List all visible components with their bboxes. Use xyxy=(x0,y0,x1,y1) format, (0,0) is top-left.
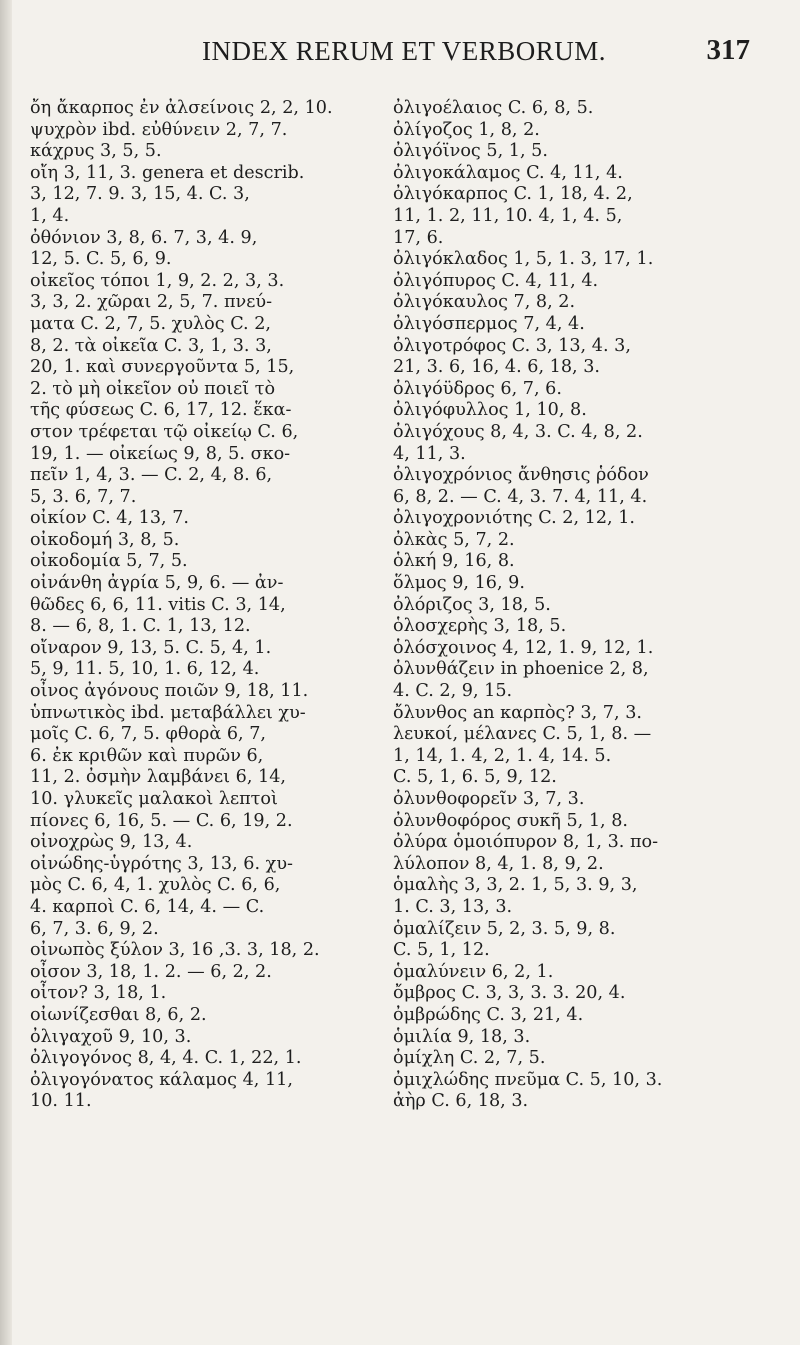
index-entry-line: 11, 2. ὀσμὴν λαμβάνει 6, 14, xyxy=(30,767,286,788)
index-entry-line: ὁλόσχοινος 4, 12, 1. 9, 12, 1. xyxy=(393,637,654,658)
index-entry-line: ματα C. 2, 7, 5. χυλὸς C. 2, xyxy=(30,313,272,334)
index-entry-line: ὀλιγόκαυλος 7, 8, 2. xyxy=(393,292,576,313)
index-entry-line: 3, 12, 7. 9. 3, 15, 4. C. 3, xyxy=(30,184,250,205)
index-entry-line: ὁλοσχερὴς 3, 18, 5. xyxy=(393,616,567,637)
index-entry-line: κάχρυς 3, 5, 5. xyxy=(30,141,162,162)
index-entry-line: στον τρέφεται τῷ οἰκείῳ C. 6, xyxy=(30,421,299,442)
index-entry-line: ὀλιγόφυλλος 1, 10, 8. xyxy=(393,400,587,421)
index-entry-line: ὀλίγοζος 1, 8, 2. xyxy=(393,119,540,140)
index-entry-line: 21, 3. 6, 16, 4. 6, 18, 3. xyxy=(393,357,601,378)
index-entry-line: ὀμίχλη C. 2, 7, 5. xyxy=(393,1048,546,1069)
index-entry-line: οἰνωπὸς ξύλον 3, 16 ,3. 3, 18, 2. xyxy=(30,940,320,961)
page-binding-edge xyxy=(0,0,12,1345)
index-entry-line: ὀμιχλώδης πνεῦμα C. 5, 10, 3. xyxy=(393,1069,663,1090)
index-entry-line: ὀλιγόϊνος 5, 1, 5. xyxy=(393,141,548,162)
index-entry-line: ὄλυνθος an καρπὸς? 3, 7, 3. xyxy=(393,702,642,723)
index-entry-line: ὀλιγογόνατος κάλαμος 4, 11, xyxy=(30,1069,293,1090)
index-entry-line: ὀλυνθάζειν in phoenice 2, 8, xyxy=(393,659,649,680)
index-entry-line: ὀλιγοχρόνιος ἄνθησις ῥόδον xyxy=(393,465,649,486)
index-entry-line: 8. — 6, 8, 1. C. 1, 13, 12. xyxy=(30,616,251,637)
index-entry-line: ὁλκή 9, 16, 8. xyxy=(393,551,515,572)
index-entry-line: οἰνάνθη ἀγρία 5, 9, 6. — ἀν- xyxy=(30,573,284,594)
running-title: INDEX RERUM ET VERBORUM. xyxy=(202,36,607,66)
index-entry-line: 1, 14, 1. 4, 2, 1. 4, 14. 5. xyxy=(393,745,612,766)
index-entry-line: 3, 3, 2. χῶραι 2, 5, 7. πνεύ- xyxy=(30,292,273,313)
index-entry-line: ὁμαλίζειν 5, 2, 3. 5, 9, 8. xyxy=(393,918,616,939)
index-entry-line: ὄμβρος C. 3, 3, 3. 3. 20, 4. xyxy=(393,983,626,1004)
index-entry-line: 19, 1. — οἰκείως 9, 8, 5. σκο- xyxy=(30,443,291,464)
index-entry-line: οἴναρον 9, 13, 5. C. 5, 4, 1. xyxy=(30,637,272,658)
index-entry-line: ὀλιγόϋδρος 6, 7, 6. xyxy=(393,378,562,399)
index-entry-line: ὀλιγαχοῦ 9, 10, 3. xyxy=(30,1026,192,1047)
index-entry-line: οἶσον 3, 18, 1. 2. — 6, 2, 2. xyxy=(30,961,272,982)
index-entry-line: ὀλιγόκαρπος C. 1, 18, 4. 2, xyxy=(393,184,633,205)
index-entry-line: 4. καρποὶ C. 6, 14, 4. — C. xyxy=(30,896,265,917)
index-entry-line: C. 5, 1, 6. 5, 9, 12. xyxy=(393,767,557,788)
index-entry-line: ὀλκὰς 5, 7, 2. xyxy=(393,529,515,550)
index-entry-line: ὀλιγόκλαδος 1, 5, 1. 3, 17, 1. xyxy=(393,249,654,270)
index-entry-line: ὀλυνθοφορεῖν 3, 7, 3. xyxy=(393,789,585,809)
index-entry-line: ὀλιγοέλαιος C. 6, 8, 5. xyxy=(393,98,594,118)
index-entry-line: οἰκίον C. 4, 13, 7. xyxy=(30,508,190,529)
index-entry-line: ὀλυνθοφόρος συκῆ 5, 1, 8. xyxy=(393,810,628,831)
index-entry-line: 20, 1. καὶ συνεργοῦντα 5, 15, xyxy=(30,357,295,378)
index-entry-line: μοῖς C. 6, 7, 5. φθορὰ 6, 7, xyxy=(30,724,267,745)
index-entry-line: πίονες 6, 16, 5. — C. 6, 19, 2. xyxy=(30,810,293,831)
right-index-column xyxy=(393,98,738,1113)
index-entry-line: πεῖν 1, 4, 3. — C. 2, 4, 8. 6, xyxy=(30,465,273,486)
index-entry-line: ὀλύρα ὁμοιόπυρον 8, 1, 3. πο- xyxy=(393,832,659,853)
index-entry-line: λύλοπον 8, 4, 1. 8, 9, 2. xyxy=(393,853,604,874)
index-entry-line: 1. C. 3, 13, 3. xyxy=(393,896,513,917)
page-number: 317 xyxy=(706,34,750,66)
index-entry-line: 12, 5. C. 5, 6, 9. xyxy=(30,249,172,270)
left-index-column xyxy=(30,98,375,1113)
index-entry-line: ὀλιγοχρονιότης C. 2, 12, 1. xyxy=(393,508,636,529)
index-entry-line: ὀλιγοκάλαμος C. 4, 11, 4. xyxy=(393,162,623,183)
index-entry-line: λευκοί, μέλανες C. 5, 1, 8. — xyxy=(393,724,652,745)
index-entry-line: ὑπνωτικὸς ibd. μεταβάλλει χυ- xyxy=(30,702,306,723)
index-entry-line: οἰωνίζεσθαι 8, 6, 2. xyxy=(30,1004,207,1025)
index-entry-line: 8, 2. τὰ οἰκεῖα C. 3, 1, 3. 3, xyxy=(30,335,272,356)
index-entry-line: ὀλιγόσπερμος 7, 4, 4. xyxy=(393,313,585,334)
index-entry-line: ὁμιλία 9, 18, 3. xyxy=(393,1026,531,1047)
index-entry-line: 2. τὸ μὴ οἰκεῖον οὐ ποιεῖ τὸ xyxy=(30,378,276,399)
index-entry-line: οἶτον? 3, 18, 1. xyxy=(30,983,167,1004)
index-entry-line: ὀλόριζος 3, 18, 5. xyxy=(393,594,551,615)
index-entry-line: 10. 11. xyxy=(30,1091,92,1112)
index-entry-line: 6, 7, 3. 6, 9, 2. xyxy=(30,918,159,939)
index-entry-line: μὸς C. 6, 4, 1. χυλὸς C. 6, 6, xyxy=(30,875,281,896)
index-entry-line: ὀλιγογόνος 8, 4, 4. C. 1, 22, 1. xyxy=(30,1048,302,1069)
index-entry-line: 1, 4. xyxy=(30,205,70,226)
index-entry-line: οἰνώδης-ὑγρότης 3, 13, 6. χυ- xyxy=(30,853,293,874)
index-entry-line: ὁμαλὴς 3, 3, 2. 1, 5, 3. 9, 3, xyxy=(393,875,638,896)
index-entry-line: 17, 6. xyxy=(393,227,444,248)
index-entry-line: 4. C. 2, 9, 15. xyxy=(393,681,513,702)
index-entry-line: ἀὴρ C. 6, 18, 3. xyxy=(393,1091,529,1112)
index-entry-line: οἰκεῖος τόποι 1, 9, 2. 2, 3, 3. xyxy=(30,270,285,291)
index-entry-line: ὀμβρώδης C. 3, 21, 4. xyxy=(393,1004,584,1025)
index-entry-line: 6. ἐκ κριθῶν καὶ πυρῶν 6, xyxy=(30,745,264,766)
index-entry-line: οἰκοδομή 3, 8, 5. xyxy=(30,529,180,550)
index-entry-line: οἰκοδομία 5, 7, 5. xyxy=(30,551,188,572)
index-entry-line: 5, 9, 11. 5, 10, 1. 6, 12, 4. xyxy=(30,659,260,680)
index-entry-line: 5, 3. 6, 7, 7. xyxy=(30,486,137,507)
index-entry-line: 10. γλυκεῖς μαλακοὶ λεπτοὶ xyxy=(30,789,278,809)
index-entry-line: ψυχρὸν ibd. εὐθύνειν 2, 7, 7. xyxy=(30,119,288,140)
index-entry-line: 4, 11, 3. xyxy=(393,443,466,464)
index-entry-line: C. 5, 1, 12. xyxy=(393,940,490,961)
index-entry-line: ὅλμος 9, 16, 9. xyxy=(393,573,525,594)
index-entry-line: ὀλιγόχους 8, 4, 3. C. 4, 8, 2. xyxy=(393,421,643,442)
index-entry-line: ὀλιγοτρόφος C. 3, 13, 4. 3, xyxy=(393,335,631,356)
index-entry-line: τῆς φύσεως C. 6, 17, 12. ἕκα- xyxy=(30,400,292,421)
index-entry-line: θῶδες 6, 6, 11. vitis C. 3, 14, xyxy=(30,594,286,615)
index-entry-line: ὄη ἄκαρπος ἐν ἀλσείνοις 2, 2, 10. xyxy=(30,98,333,118)
index-entry-line: ὀθόνιον 3, 8, 6. 7, 3, 4. 9, xyxy=(30,227,258,248)
index-entry-line: οἶνος ἀγόνους ποιῶν 9, 18, 11. xyxy=(30,681,309,702)
page-header xyxy=(14,36,750,76)
index-entry-line: 6, 8, 2. — C. 4, 3. 7. 4, 11, 4. xyxy=(393,486,648,507)
index-entry-line: 11, 1. 2, 11, 10. 4, 1, 4. 5, xyxy=(393,205,623,226)
index-entry-line: ὁμαλύνειν 6, 2, 1. xyxy=(393,961,554,982)
index-entry-line: οἰνοχρὼς 9, 13, 4. xyxy=(30,832,193,853)
index-entry-line: οἴη 3, 11, 3. genera et describ. xyxy=(30,162,305,183)
index-entry-line: ὀλιγόπυρος C. 4, 11, 4. xyxy=(393,270,599,291)
